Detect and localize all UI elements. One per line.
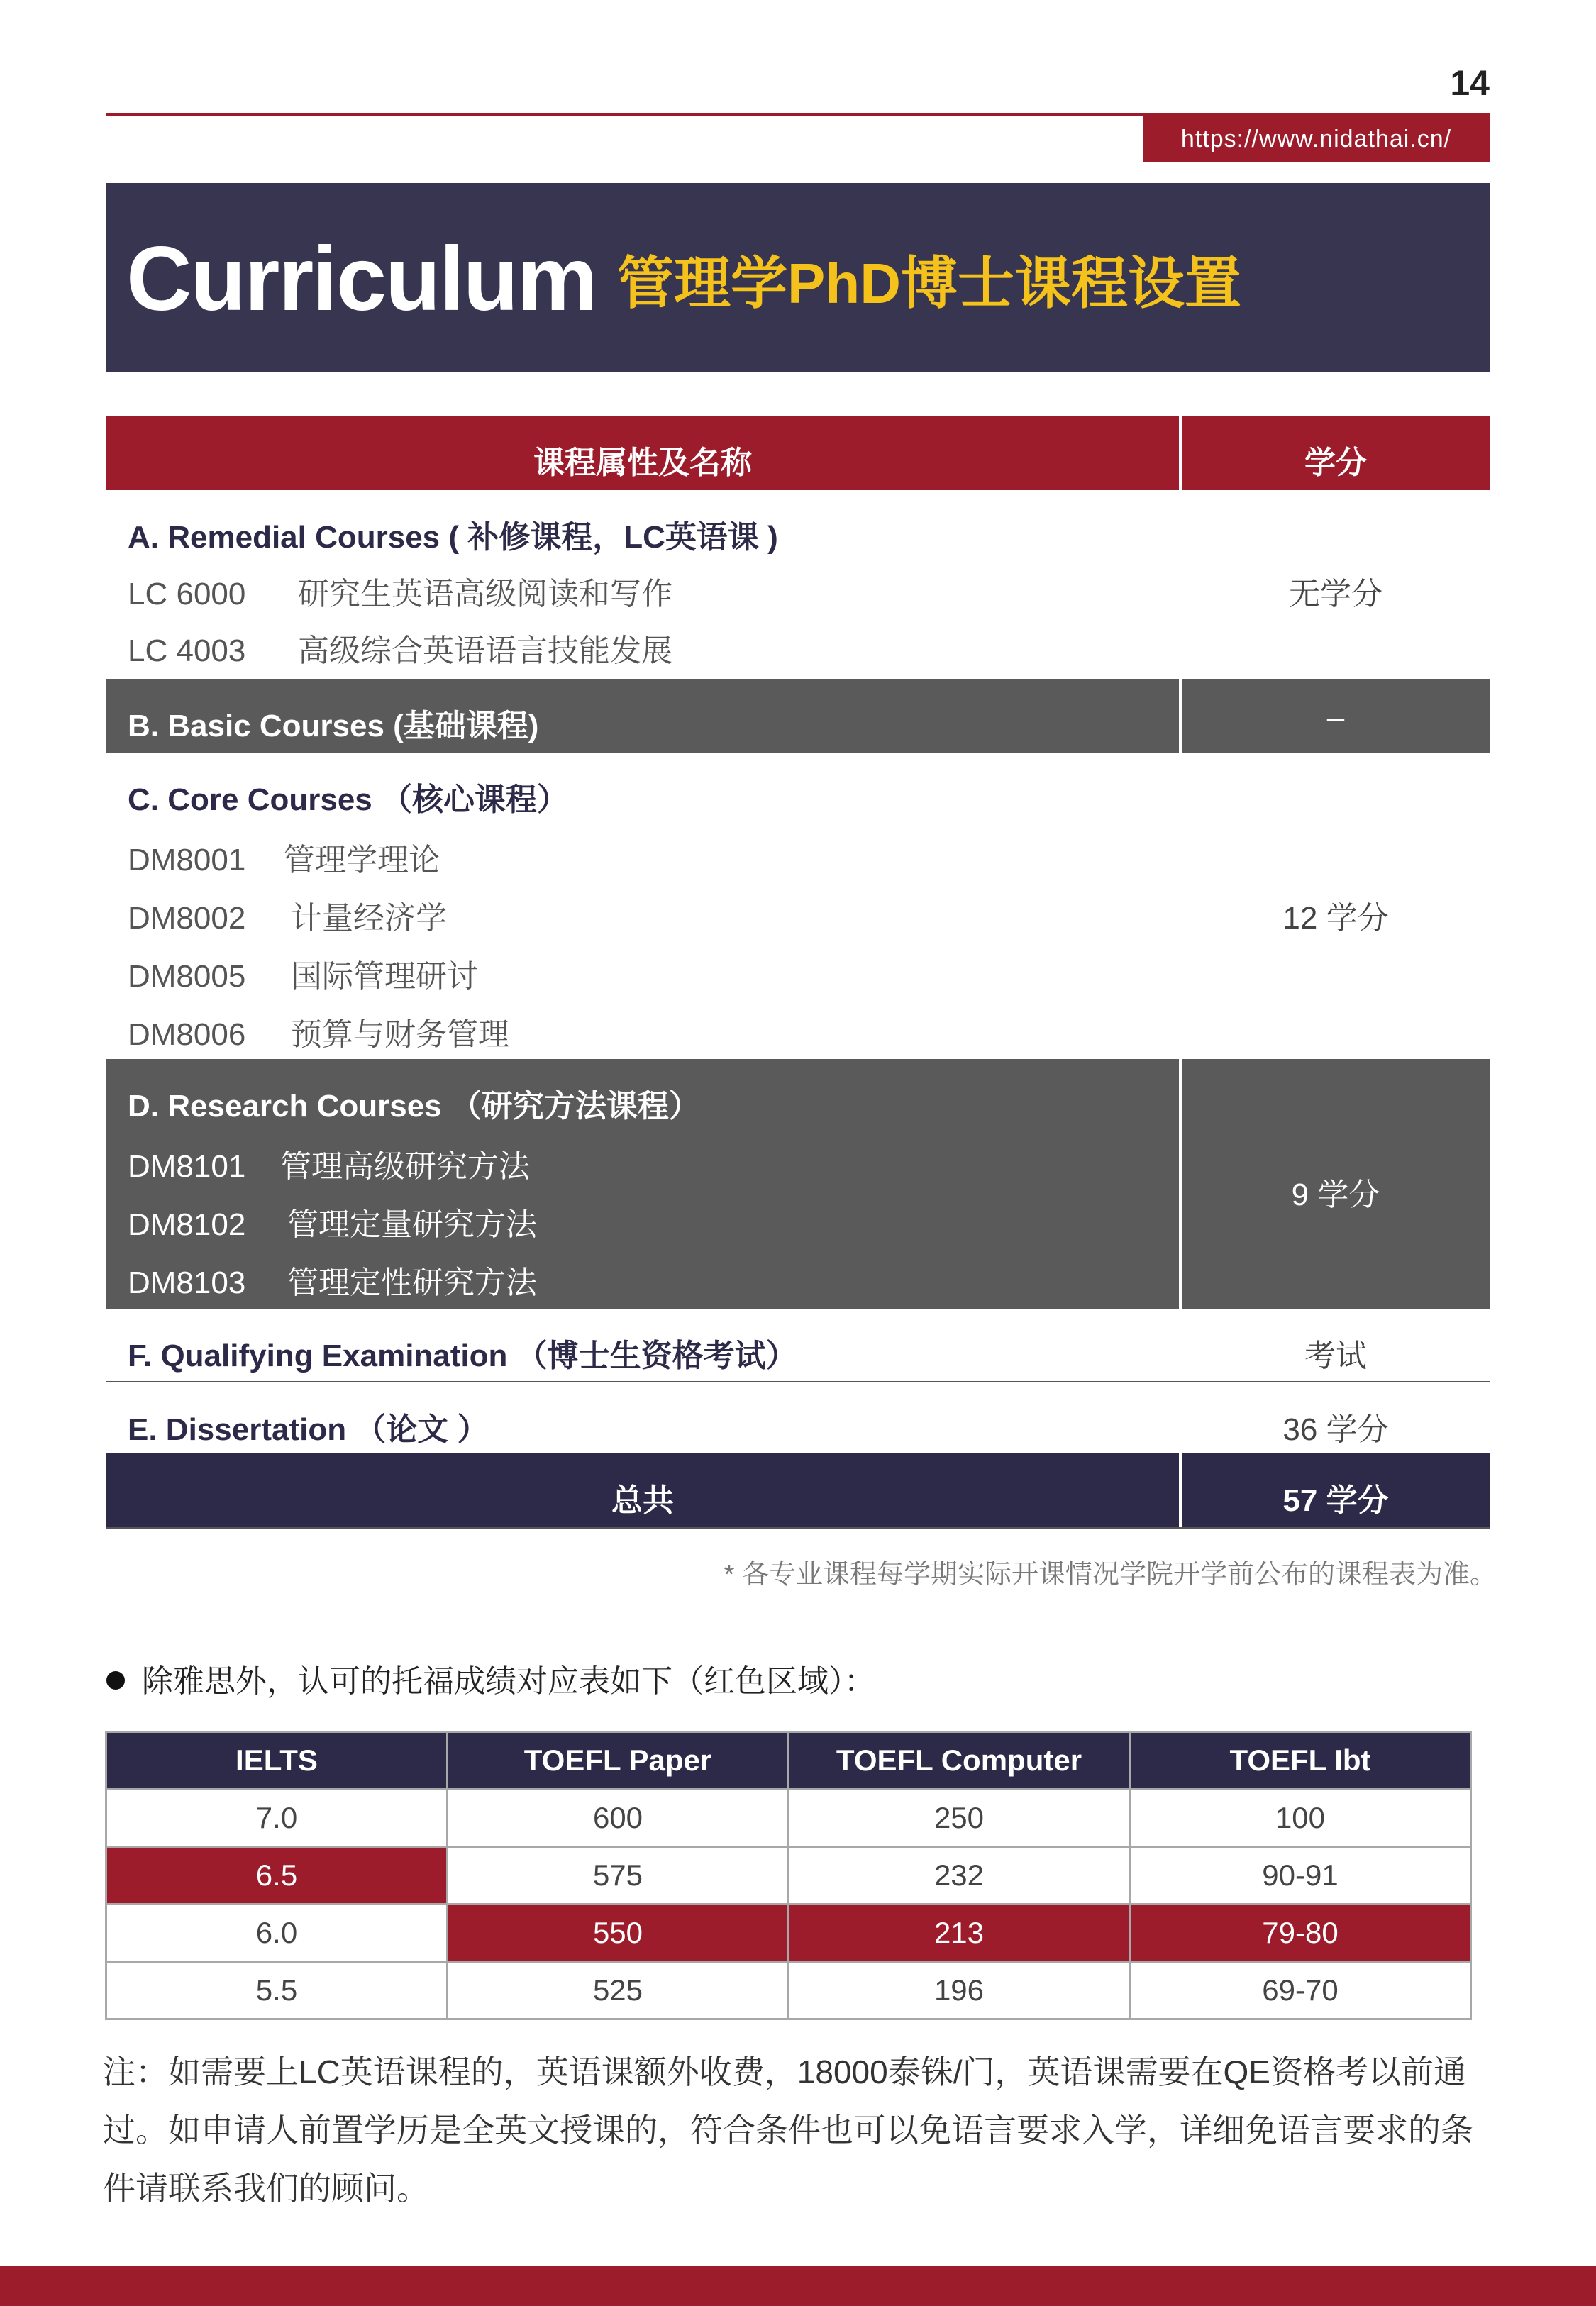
english-course-note: 注：如需要上LC英语课程的，英语课额外收费，18000泰铢/门，英语课需要在QE资格考以前通过。如申请人前置学历是全英文授课的，符合条件也可以免语言要求入学，详细免语言要求的条件请联系我们的顾问。 (103, 2053, 1473, 2207)
curriculum-footnote: * 各专业课程每学期实际开课情况学院开学前公布的课程表为准。 (724, 1560, 1497, 1590)
section-title: A. Remedial Courses ( 补修课程，LC英语课 ) (128, 520, 778, 555)
course-code: DM8006 (128, 1017, 246, 1052)
section-credit: 36 学分 (1282, 1412, 1389, 1447)
table-row (106, 1847, 1471, 1905)
course-code: LC 4003 (128, 633, 246, 668)
table-cell: 600 (448, 1790, 789, 1847)
table-cell: 250 (789, 1790, 1130, 1847)
table-cell: 69-70 (1130, 1962, 1471, 2019)
table-cell: 90-91 (1130, 1847, 1471, 1905)
course-name: 国际管理研讨 (291, 959, 478, 994)
section-credit: 9 学分 (1291, 1177, 1380, 1212)
total-credit: 57 学分 (1282, 1483, 1389, 1518)
section-basic (106, 679, 1490, 753)
table-cell: 575 (448, 1847, 789, 1905)
table-cell: 6.0 (106, 1905, 448, 1962)
section-title: B. Basic Courses (基础课程) (128, 709, 539, 743)
section-remedial (106, 490, 1490, 679)
page-number: 14 (1450, 63, 1490, 103)
course-code: LC 6000 (128, 577, 246, 611)
table-cell-highlighted: 213 (789, 1905, 1130, 1962)
table-cell: 525 (448, 1962, 789, 2019)
table-cell: 7.0 (106, 1790, 448, 1847)
course-code: DM8102 (128, 1207, 246, 1242)
course-code: DM8001 (128, 843, 246, 877)
bullet-icon (106, 1671, 125, 1690)
course-name: 预算与财务管理 (291, 1017, 509, 1052)
banner-subtitle: 管理学PhD博士课程设置 (617, 252, 1241, 315)
course-name: 管理定量研究方法 (287, 1207, 537, 1242)
section-credit: 考试 (1304, 1338, 1367, 1373)
table-bottom-rule (106, 1527, 1490, 1529)
course-row (128, 1199, 537, 1244)
course-row (128, 1141, 530, 1186)
col-toefl-paper: TOEFL Paper (448, 1732, 789, 1790)
section-credit: 12 学分 (1282, 901, 1389, 936)
table-cell: 5.5 (106, 1962, 448, 2019)
table-cell-highlighted: 550 (448, 1905, 789, 1962)
course-row (128, 834, 440, 880)
table-row (106, 1962, 1471, 2019)
section-qualifying (106, 1309, 1490, 1382)
table-cell-highlighted: 6.5 (106, 1847, 448, 1905)
course-code: DM8103 (128, 1265, 246, 1300)
website-url[interactable]: https://www.nidathai.cn/ (1143, 116, 1490, 162)
total-label: 总共 (611, 1483, 674, 1518)
course-code: DM8101 (128, 1149, 246, 1184)
table-row (106, 1905, 1471, 1962)
course-row (128, 568, 672, 614)
banner-title: Curriculum (126, 228, 597, 330)
course-code: DM8005 (128, 959, 246, 994)
course-row (128, 1257, 537, 1302)
table-cell: 232 (789, 1847, 1130, 1905)
course-row (128, 1009, 509, 1054)
col-ielts: IELTS (106, 1732, 448, 1790)
section-title: E. Dissertation （论文 ） (128, 1412, 489, 1447)
toefl-header-row (106, 1732, 1471, 1790)
section-credit: – (1326, 700, 1345, 735)
col-toefl-computer: TOEFL Computer (789, 1732, 1130, 1790)
course-name: 管理学理论 (284, 843, 440, 877)
col-toefl-ibt: TOEFL Ibt (1130, 1732, 1471, 1790)
section-title: F. Qualifying Examination （博士生资格考试） (128, 1338, 797, 1373)
course-name: 研究生英语高级阅读和写作 (298, 577, 672, 611)
table-cell: 196 (789, 1962, 1130, 2019)
table-row (106, 1790, 1471, 1847)
course-name: 管理定性研究方法 (287, 1265, 537, 1300)
section-core (106, 753, 1490, 1059)
course-row (128, 892, 447, 938)
course-code: DM8002 (128, 901, 246, 936)
total-row (106, 1453, 1490, 1527)
toefl-table (105, 1731, 1472, 2020)
section-credit: 无学分 (1289, 577, 1382, 611)
section-research (106, 1059, 1490, 1309)
table-cell-highlighted: 79-80 (1130, 1905, 1471, 1962)
section-title: C. Core Courses （核心课程） (128, 782, 568, 817)
course-name: 高级综合英语语言技能发展 (298, 633, 672, 668)
footer-bar (0, 2266, 1596, 2306)
toefl-heading (106, 1656, 875, 1701)
header-credit: 学分 (1304, 445, 1367, 480)
course-row (128, 950, 478, 996)
section-title: D. Research Courses （研究方法课程） (128, 1089, 700, 1124)
course-row (128, 625, 672, 670)
toefl-heading-text: 除雅思外，认可的托福成绩对应表如下（红色区域）： (142, 1664, 875, 1699)
course-name: 管理高级研究方法 (280, 1149, 530, 1184)
table-cell: 100 (1130, 1790, 1471, 1847)
table-header-row (106, 416, 1490, 490)
course-name: 计量经济学 (291, 901, 447, 936)
section-dissertation (106, 1382, 1490, 1453)
header-course-name: 课程属性及名称 (533, 445, 752, 480)
